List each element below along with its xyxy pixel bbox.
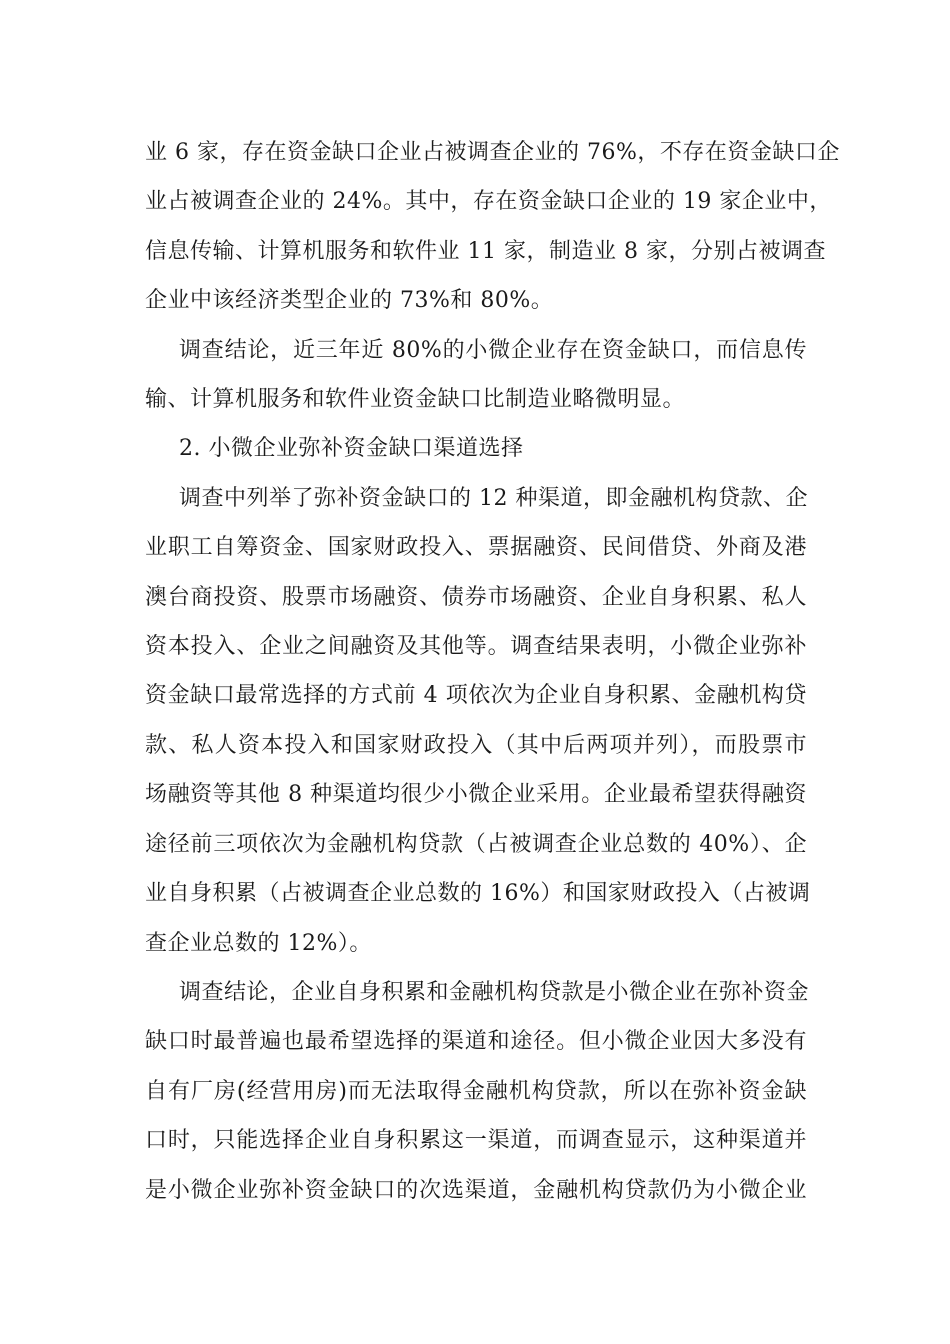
- text-line: 口时，只能选择企业自身积累这一渠道，而调查显示，这种渠道并: [145, 1128, 807, 1154]
- text-line: 业 6 家，存在资金缺口企业占被调查企业的 76%，不存在资金缺口企: [145, 140, 840, 165]
- text-line: 输、计算机服务和软件业资金缺口比制造业略微明显。: [145, 387, 686, 413]
- text-line: 查企业总数的 12%）。: [145, 930, 372, 956]
- section-heading: [145, 424, 807, 473]
- text-line: 资本投入、企业之间融资及其他等。调查结果表明，小微企业弥补: [145, 634, 807, 660]
- text-line: 业自身积累（占被调查企业总数的 16%）和国家财政投入（占被调: [145, 881, 811, 907]
- paragraph-channel-conclusion: [145, 968, 810, 1215]
- text-line: 缺口时最普遍也最希望选择的渠道和途径。但小微企业因大多没有: [145, 1029, 807, 1055]
- text-line: 资金缺口最常选择的方式前 4 项依次为企业自身积累、金融机构贷: [145, 683, 807, 709]
- text-line: 调查结论，企业自身积累和金融机构贷款是小微企业在弥补资金: [179, 979, 810, 1005]
- text-line: 业占被调查企业的 24%。其中，存在资金缺口企业的 19 家企业中，: [145, 189, 832, 215]
- text-line: 自有厂房(经营用房)而无法取得金融机构贷款，所以在弥补资金缺: [145, 1078, 807, 1104]
- text-line: 途径前三项依次为金融机构贷款（占被调查企业总数的 40%）、企: [145, 831, 807, 857]
- text-line: 调查中列举了弥补资金缺口的 12 种渠道，即金融机构贷款、企: [179, 485, 808, 511]
- text-line: 业职工自筹资金、国家财政投入、票据融资、民间借贷、外商及港: [145, 535, 807, 561]
- text-line: 是小微企业弥补资金缺口的次选渠道，金融机构贷款仍为小微企业: [145, 1177, 807, 1203]
- section-heading-text: 2. 小微企业弥补资金缺口渠道选择: [179, 436, 524, 462]
- text-line: 场融资等其他 8 种渠道均很少小微企业采用。企业最希望获得融资: [145, 782, 807, 808]
- paragraph-gap-conclusion: [145, 326, 807, 425]
- text-line: 澳台商投资、股票市场融资、债券市场融资、企业自身积累、私人: [145, 584, 807, 610]
- text-line: 调查结论，近三年近 80%的小微企业存在资金缺口，而信息传: [179, 337, 807, 363]
- text-line: 企业中该经济类型企业的 73%和 80%。: [145, 288, 554, 314]
- paragraph-gap-statistics: [145, 128, 840, 326]
- text-line: 信息传输、计算机服务和软件业 11 家，制造业 8 家，分别占被调查: [145, 238, 826, 264]
- text-line: 款、私人资本投入和国家财政投入（其中后两项并列），而股票市: [145, 732, 807, 758]
- paragraph-channel-survey: [145, 474, 811, 968]
